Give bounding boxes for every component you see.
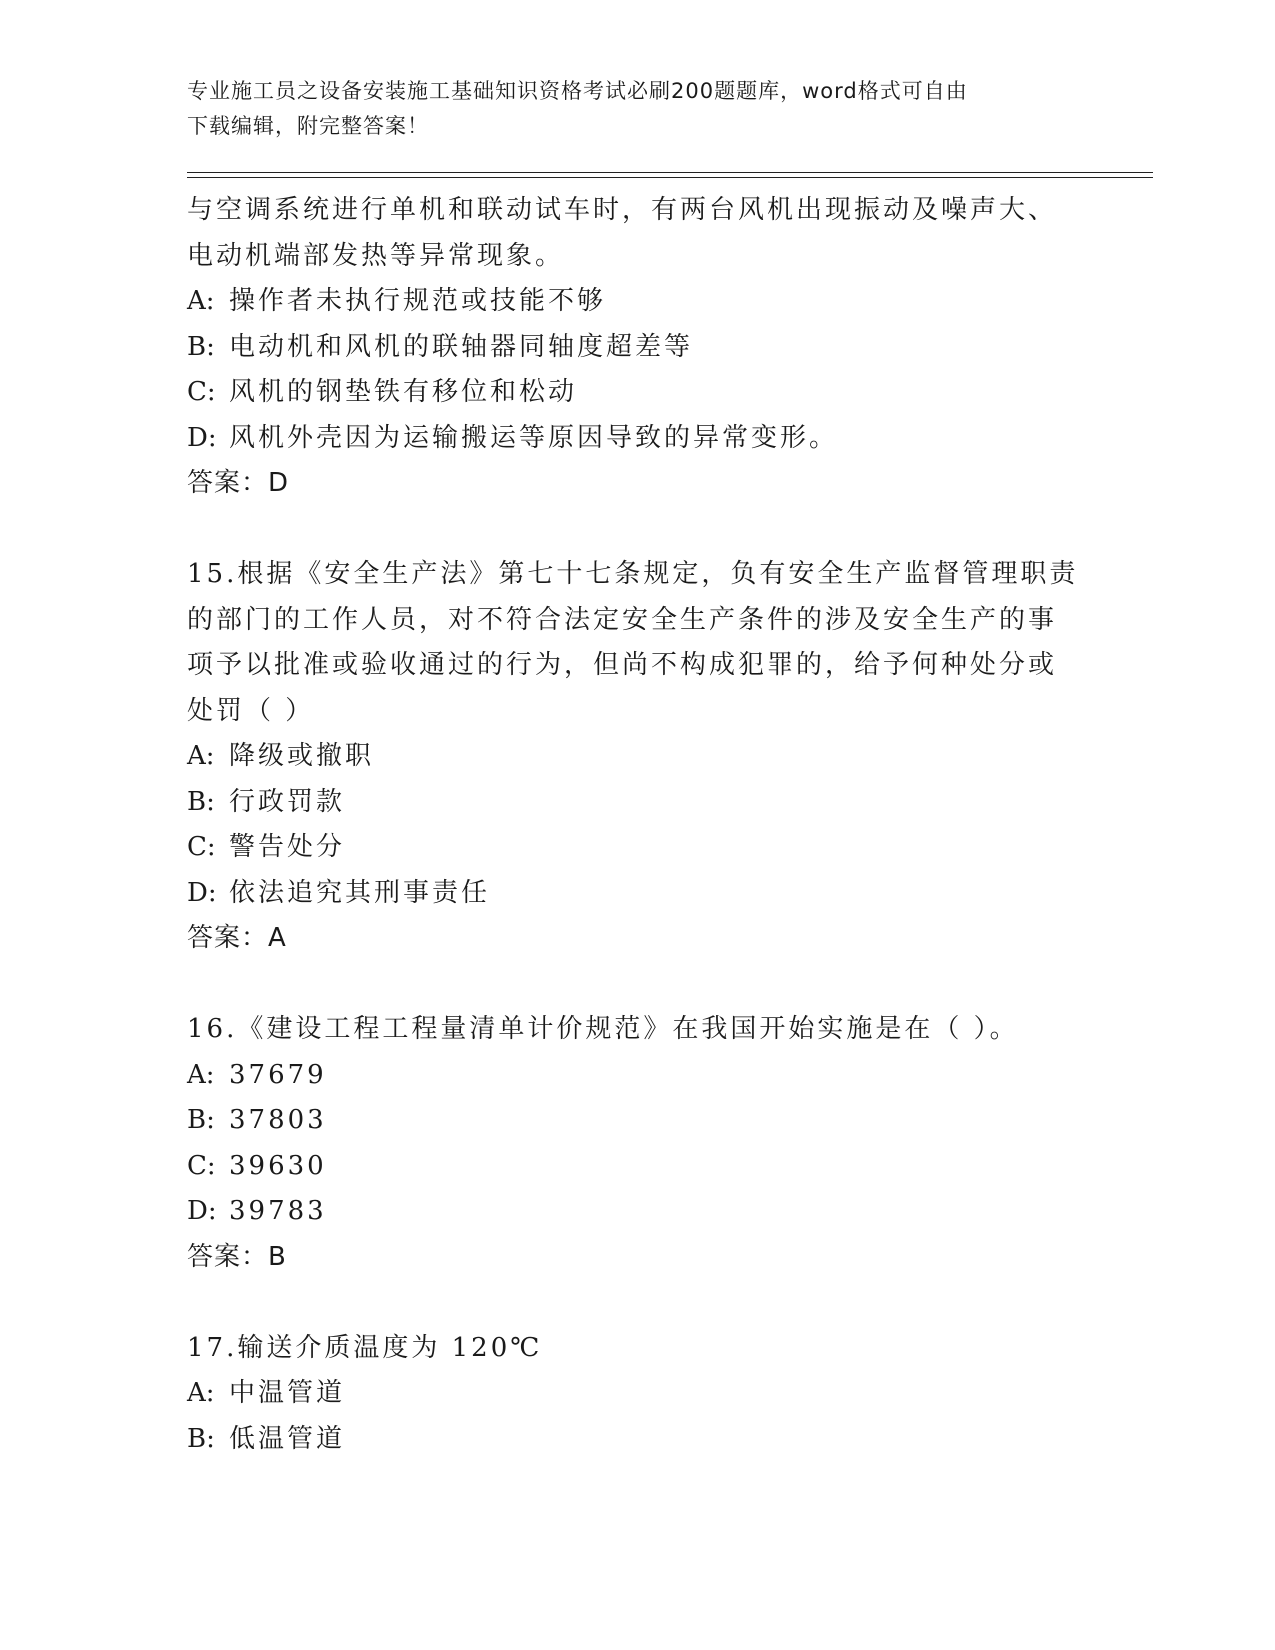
- option-a: [187, 279, 1087, 325]
- question-stem: 电动机端部发热等异常现象。: [187, 240, 565, 271]
- option-key: B:: [187, 331, 215, 362]
- option-c: [187, 1144, 1087, 1190]
- option-key: C:: [187, 1150, 216, 1181]
- option-key: C:: [187, 377, 216, 407]
- option-text: 行政罚款: [229, 786, 346, 817]
- document-header: [187, 74, 1087, 144]
- option-key: A:: [187, 286, 215, 316]
- option-text: 降级或撤职: [229, 741, 375, 771]
- option-d: [187, 416, 1087, 462]
- option-d: [187, 871, 1087, 917]
- question-15: [187, 552, 1087, 962]
- option-c: [187, 825, 1087, 871]
- option-key: B:: [187, 786, 215, 817]
- option-key: D:: [187, 1196, 217, 1226]
- answer: 答案：B: [187, 1241, 287, 1272]
- header-line-2: 下载编辑，附完整答案！: [187, 114, 429, 138]
- option-key: B:: [187, 1105, 215, 1135]
- option-a: [187, 1371, 1087, 1417]
- option-key: A:: [187, 741, 215, 771]
- answer: 答案：A: [187, 923, 287, 953]
- option-b: [187, 780, 1087, 826]
- question-stem: 17.输送介质温度为 120℃: [187, 1332, 543, 1363]
- option-d: [187, 1189, 1087, 1235]
- option-text: 操作者未执行规范或技能不够: [229, 286, 607, 316]
- spacer: [187, 507, 1087, 553]
- header-divider-top: [187, 172, 1153, 173]
- option-key: C:: [187, 832, 216, 862]
- option-text: 风机外壳因为运输搬运等原因导致的异常变形。: [229, 422, 839, 453]
- option-key: B:: [187, 1423, 215, 1454]
- option-text: 电动机和风机的联轴器同轴度超差等: [229, 331, 694, 362]
- option-key: A:: [187, 1378, 215, 1408]
- option-text: 风机的钢垫铁有移位和松动: [229, 377, 578, 407]
- question-stem: 项予以批准或验收通过的行为，但尚不构成犯罪的，给予何种处分或: [187, 650, 1058, 680]
- option-a: [187, 1053, 1087, 1099]
- option-key: A:: [187, 1059, 215, 1090]
- spacer: [187, 1280, 1087, 1326]
- question-17: [187, 1326, 1087, 1463]
- header-line-1: 专业施工员之设备安装施工基础知识资格考试必刷200题题库，word格式可自由: [187, 79, 968, 103]
- question-14: [187, 188, 1087, 507]
- question-stem: 处罚（ ）: [187, 695, 315, 726]
- option-text: 低温管道: [229, 1423, 346, 1454]
- answer: 答案：D: [187, 468, 290, 498]
- question-stem: 与空调系统进行单机和联动试车时，有两台风机出现振动及噪声大、: [187, 195, 1058, 225]
- question-list: [187, 188, 1087, 1462]
- option-text: 依法追究其刑事责任: [229, 877, 491, 908]
- header-divider-bottom: [187, 177, 1153, 178]
- option-text: 37679: [229, 1059, 327, 1090]
- option-text: 中温管道: [229, 1378, 346, 1408]
- option-text: 39630: [229, 1150, 327, 1181]
- option-c: [187, 370, 1087, 416]
- option-text: 警告处分: [229, 832, 346, 862]
- option-a: [187, 734, 1087, 780]
- option-b: [187, 1098, 1087, 1144]
- question-stem: 15.根据《安全生产法》第七十七条规定，负有安全生产监督管理职责: [187, 559, 1079, 589]
- option-key: D:: [187, 422, 217, 453]
- question-stem: 16.《建设工程工程量清单计价规范》在我国开始实施是在（ ）。: [187, 1014, 1019, 1044]
- option-key: D:: [187, 877, 217, 908]
- question-stem: 的部门的工作人员，对不符合法定安全生产条件的涉及安全生产的事: [187, 604, 1058, 635]
- spacer: [187, 962, 1087, 1008]
- option-text: 37803: [229, 1105, 327, 1135]
- question-16: [187, 1007, 1087, 1280]
- option-b: [187, 1417, 1087, 1463]
- option-text: 39783: [229, 1196, 327, 1226]
- option-b: [187, 325, 1087, 371]
